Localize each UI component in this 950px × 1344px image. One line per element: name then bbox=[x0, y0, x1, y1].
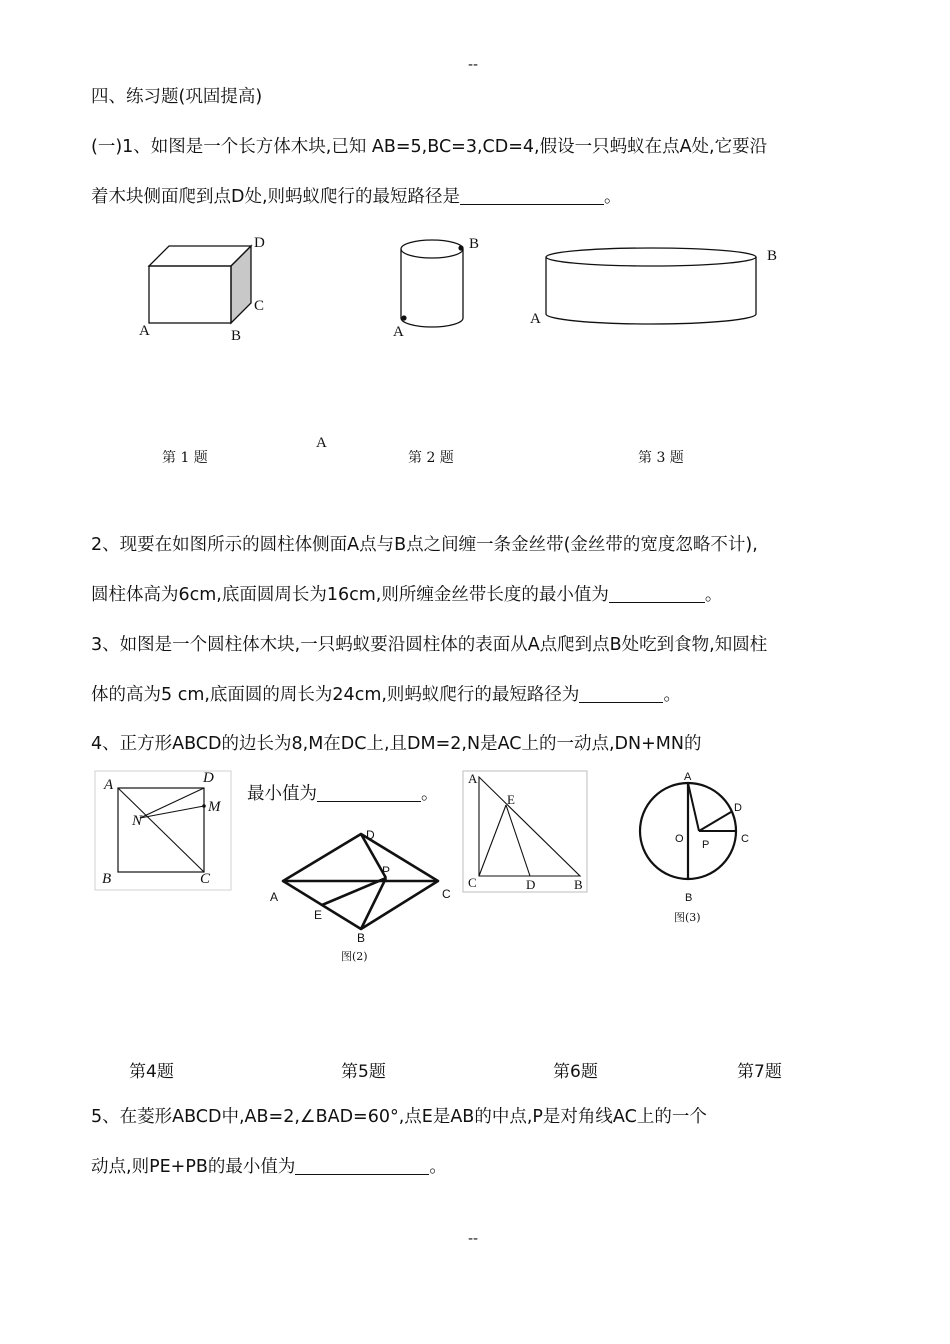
fig1-label-c: C bbox=[254, 298, 265, 314]
fig6-label-d: D bbox=[526, 877, 536, 892]
q5-answer-blank[interactable] bbox=[295, 1156, 429, 1175]
fig5-label-c: C bbox=[442, 887, 451, 901]
fig7-label-a: A bbox=[684, 771, 692, 783]
caption-q3: 第 3 题 bbox=[638, 450, 684, 466]
fig6-label-b: B bbox=[574, 877, 583, 892]
q5-line2 bbox=[91, 1156, 447, 1178]
caption-q7: 第7题 bbox=[737, 1062, 782, 1082]
q5-line1: 5、在菱形ABCD中,AB=2,∠BAD=60°,点E是AB的中点,P是对角线AC上的一个 bbox=[91, 1107, 707, 1127]
q1-end: 。 bbox=[604, 187, 622, 207]
fig5-label-p: P bbox=[382, 864, 391, 878]
q5-end: 。 bbox=[429, 1157, 447, 1177]
caption-q5: 第5题 bbox=[341, 1062, 386, 1082]
fig7-label-c: C bbox=[741, 833, 749, 845]
stray-label-a: A bbox=[316, 435, 327, 451]
footer-mark: -- bbox=[468, 1231, 479, 1247]
q2-end: 。 bbox=[704, 585, 723, 605]
fig4-label-n: N bbox=[132, 813, 143, 829]
header-mark: -- bbox=[468, 57, 479, 73]
q1-text: 着木块侧面爬到点D处,则蚂蚁爬行的最短路径是 bbox=[91, 187, 461, 207]
fig6-label-e: E bbox=[507, 792, 515, 807]
q4-text: 最小值为 bbox=[247, 784, 317, 804]
q4-end: 。 bbox=[421, 784, 439, 804]
fig4-label-d: D bbox=[203, 770, 214, 786]
fig5-label-d: D bbox=[366, 828, 375, 842]
fig2-label-a: A bbox=[393, 324, 404, 340]
q3-line1: 3、如图是一个圆柱体木块,一只蚂蚁要沿圆柱体的表面从A点爬到点B处吃到食物,知圆柱 bbox=[91, 635, 768, 655]
fig3-label-b: B bbox=[767, 248, 778, 264]
fig7-label-b: B bbox=[685, 892, 693, 904]
fig7-label-o: O bbox=[675, 833, 684, 845]
q2-text: 圆柱体高为6cm,底面圆周长为16cm,则所缠金丝带长度的最小值为 bbox=[91, 585, 609, 605]
caption-q2: 第 2 题 bbox=[408, 450, 454, 466]
caption-q4: 第4题 bbox=[129, 1062, 174, 1082]
q3-end: 。 bbox=[663, 685, 681, 705]
fig1-label-a: A bbox=[139, 323, 150, 339]
caption-q1: 第 1 题 bbox=[162, 450, 208, 466]
fig4-label-m: M bbox=[208, 799, 221, 815]
fig7-caption: 图(3) bbox=[674, 911, 701, 924]
fig4-label-c: C bbox=[200, 871, 211, 887]
fig4-label-b: B bbox=[102, 871, 112, 887]
fig2-label-b: B bbox=[469, 236, 480, 252]
q1-line1: (一)1、如图是一个长方体木块,已知 AB=5,BC=3,CD=4,假设一只蚂蚁在点A处,它要沿 bbox=[91, 137, 768, 157]
q4-line1: 4、正方形ABCD的边长为8,M在DC上,且DM=2,N是AC上的一动点,DN+MN的 bbox=[91, 734, 702, 754]
section-title: 四、练习题(巩固提高) bbox=[91, 87, 263, 107]
fig1-label-d: D bbox=[254, 235, 265, 251]
fig5-label-e: E bbox=[314, 908, 323, 922]
q2-line1: 2、现要在如图所示的圆柱体侧面A点与B点之间缠一条金丝带(金丝带的宽度忽略不计), bbox=[91, 535, 758, 555]
fig3-label-a: A bbox=[530, 311, 541, 327]
fig5-label-b: B bbox=[357, 931, 366, 945]
fig6-label-a: A bbox=[468, 771, 478, 786]
fig5-label-a: A bbox=[270, 890, 279, 904]
fig1-label-b: B bbox=[231, 328, 242, 344]
fig7-label-d: D bbox=[734, 802, 742, 814]
fig4-label-a: A bbox=[104, 777, 114, 793]
fig5-caption: 图(2) bbox=[341, 950, 368, 963]
caption-q6: 第6题 bbox=[553, 1062, 598, 1082]
fig6-label-c: C bbox=[468, 875, 477, 890]
q5-text: 动点,则PE+PB的最小值为 bbox=[91, 1157, 296, 1177]
q3-text: 体的高为5 cm,底面圆的周长为24cm,则蚂蚁爬行的最短路径为 bbox=[91, 685, 580, 705]
fig7-label-p: P bbox=[702, 839, 710, 851]
